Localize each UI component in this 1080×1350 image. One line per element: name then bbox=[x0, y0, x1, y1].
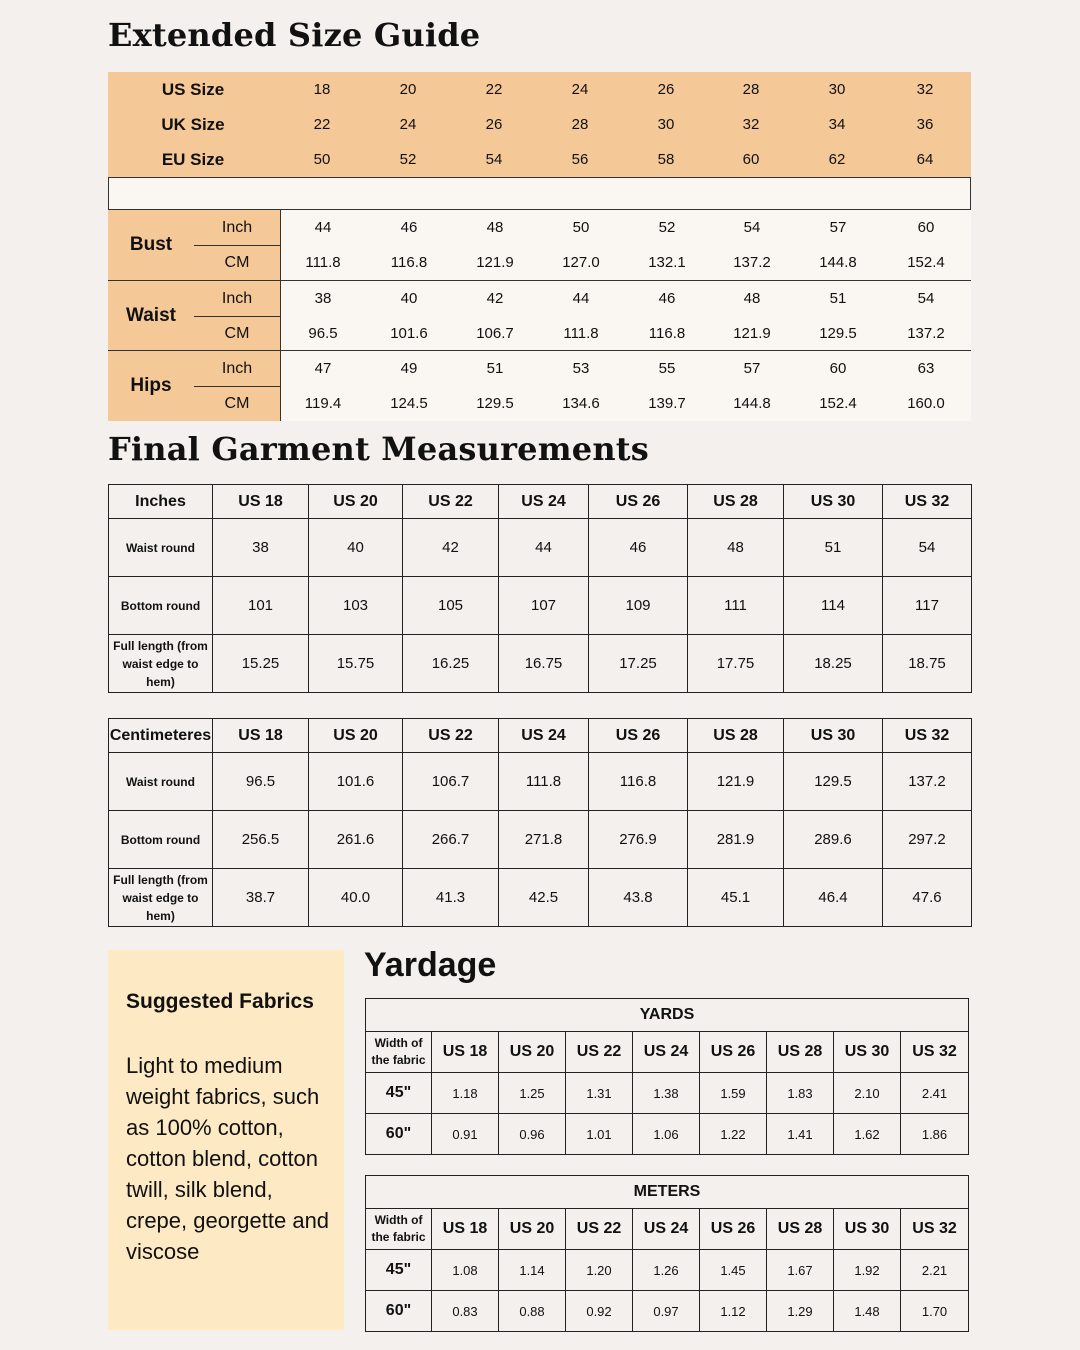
table-row bbox=[366, 1291, 969, 1332]
measurement-value: 137.2 bbox=[907, 325, 945, 342]
measurement-value: 40 bbox=[400, 290, 418, 307]
column-header: US 18 bbox=[213, 485, 309, 519]
cell-value: 106.7 bbox=[403, 753, 499, 811]
cell-value: 40 bbox=[309, 519, 403, 577]
size-conversion-block bbox=[108, 72, 971, 177]
cell-value: 137.2 bbox=[883, 753, 972, 811]
column-header: US 24 bbox=[633, 1032, 700, 1073]
column-header: US 30 bbox=[834, 1209, 901, 1250]
cell-value: 1.70 bbox=[901, 1291, 969, 1332]
measurement-value: 46 bbox=[400, 219, 418, 236]
size-row bbox=[108, 142, 971, 177]
fabrics-heading: Suggested Fabrics bbox=[126, 990, 314, 1013]
cell-value: 1.38 bbox=[633, 1073, 700, 1114]
table-caption: YARDS bbox=[366, 999, 969, 1032]
unit-cm: CM bbox=[224, 395, 250, 412]
measurement-block-waist bbox=[108, 280, 971, 350]
table-row bbox=[366, 1073, 969, 1114]
cell-value: 43.8 bbox=[589, 869, 688, 927]
measurement-value: 106.7 bbox=[476, 325, 514, 342]
header-row bbox=[366, 1032, 969, 1073]
cell-value: 116.8 bbox=[589, 753, 688, 811]
size-guide-title: Extended Size Guide bbox=[108, 16, 481, 54]
width-of-fabric-label: Width of the fabric bbox=[366, 1032, 432, 1073]
size-value: 64 bbox=[916, 151, 934, 168]
cell-value: 15.25 bbox=[213, 635, 309, 693]
size-value: 36 bbox=[916, 116, 934, 133]
cell-value: 261.6 bbox=[309, 811, 403, 869]
column-header: US 28 bbox=[767, 1032, 834, 1073]
measurement-block-hips bbox=[108, 350, 971, 420]
cell-value: 276.9 bbox=[589, 811, 688, 869]
size-value: 62 bbox=[828, 151, 846, 168]
size-value: 28 bbox=[742, 81, 760, 98]
column-header: US 28 bbox=[688, 719, 784, 753]
cell-value: 281.9 bbox=[688, 811, 784, 869]
cell-value: 1.92 bbox=[834, 1250, 901, 1291]
size-value: 34 bbox=[828, 116, 846, 133]
measurement-value: 50 bbox=[572, 219, 590, 236]
table-row bbox=[109, 577, 972, 635]
cell-value: 0.97 bbox=[633, 1291, 700, 1332]
cell-value: 109 bbox=[589, 577, 688, 635]
size-value: 26 bbox=[657, 81, 675, 98]
column-header: US 22 bbox=[403, 485, 499, 519]
cell-value: 18.75 bbox=[883, 635, 972, 693]
column-header: US 22 bbox=[566, 1032, 633, 1073]
cell-value: 1.06 bbox=[633, 1114, 700, 1155]
size-value: 56 bbox=[571, 151, 589, 168]
size-value: 52 bbox=[399, 151, 417, 168]
table-caption: METERS bbox=[366, 1176, 969, 1209]
column-header: US 26 bbox=[700, 1209, 767, 1250]
size-value: 20 bbox=[399, 81, 417, 98]
cell-value: 16.75 bbox=[499, 635, 589, 693]
cell-value: 289.6 bbox=[784, 811, 883, 869]
cell-value: 96.5 bbox=[213, 753, 309, 811]
measurement-value: 119.4 bbox=[304, 395, 342, 412]
fabric-width: 45" bbox=[366, 1073, 432, 1114]
measurement-value: 48 bbox=[486, 219, 504, 236]
cell-value: 2.41 bbox=[901, 1073, 969, 1114]
unit-divider bbox=[194, 316, 280, 317]
size-row-label: US Size bbox=[161, 80, 225, 99]
column-header: US 26 bbox=[589, 719, 688, 753]
cell-value: 40.0 bbox=[309, 869, 403, 927]
column-header: US 20 bbox=[499, 1209, 566, 1250]
size-value: 22 bbox=[313, 116, 331, 133]
column-header: US 30 bbox=[784, 485, 883, 519]
measurement-value: 129.5 bbox=[819, 325, 857, 342]
measurement-value: 116.8 bbox=[648, 325, 686, 342]
measurement-name: Hips bbox=[130, 375, 172, 396]
column-header: US 24 bbox=[499, 719, 589, 753]
row-label: Waist round bbox=[109, 753, 213, 811]
cell-value: 44 bbox=[499, 519, 589, 577]
cell-value: 1.18 bbox=[432, 1073, 499, 1114]
size-row bbox=[108, 72, 971, 107]
column-header: US 18 bbox=[432, 1209, 499, 1250]
cell-value: 297.2 bbox=[883, 811, 972, 869]
column-header: US 20 bbox=[309, 485, 403, 519]
measurement-name: Bust bbox=[129, 234, 173, 255]
column-header: US 32 bbox=[901, 1032, 969, 1073]
measurement-value: 132.1 bbox=[648, 254, 686, 271]
size-value: 30 bbox=[828, 81, 846, 98]
measurement-value: 121.9 bbox=[476, 254, 514, 271]
cell-value: 51 bbox=[784, 519, 883, 577]
size-value: 54 bbox=[485, 151, 503, 168]
column-header: US 24 bbox=[633, 1209, 700, 1250]
cell-value: 1.26 bbox=[633, 1250, 700, 1291]
measurement-value: 54 bbox=[917, 290, 935, 307]
measurement-value: 129.5 bbox=[476, 395, 514, 412]
cell-value: 38 bbox=[213, 519, 309, 577]
cell-value: 1.62 bbox=[834, 1114, 901, 1155]
column-header: US 22 bbox=[403, 719, 499, 753]
row-label: Full length (from waist edge to hem) bbox=[109, 635, 213, 693]
size-value: 58 bbox=[657, 151, 675, 168]
measurement-value: 160.0 bbox=[907, 395, 945, 412]
size-value: 18 bbox=[313, 81, 331, 98]
measurement-value: 51 bbox=[486, 360, 504, 377]
row-label: Full length (from waist edge to hem) bbox=[109, 869, 213, 927]
measurement-value: 42 bbox=[486, 290, 504, 307]
cell-value: 0.91 bbox=[432, 1114, 499, 1155]
cell-value: 1.83 bbox=[767, 1073, 834, 1114]
cell-value: 42 bbox=[403, 519, 499, 577]
unit-inch: Inch bbox=[221, 360, 253, 377]
cell-value: 2.21 bbox=[901, 1250, 969, 1291]
column-header: US 32 bbox=[883, 719, 972, 753]
column-header: US 30 bbox=[834, 1032, 901, 1073]
measurement-value: 152.4 bbox=[819, 395, 857, 412]
size-value: 32 bbox=[916, 81, 934, 98]
measurement-value: 63 bbox=[917, 360, 935, 377]
size-row bbox=[108, 107, 971, 142]
cell-value: 1.48 bbox=[834, 1291, 901, 1332]
measurement-value: 116.8 bbox=[390, 254, 428, 271]
size-value: 24 bbox=[399, 116, 417, 133]
cell-value: 48 bbox=[688, 519, 784, 577]
cell-value: 101.6 bbox=[309, 753, 403, 811]
garment-inches-table bbox=[108, 484, 972, 693]
measurement-value: 127.0 bbox=[562, 254, 600, 271]
column-header: US 28 bbox=[767, 1209, 834, 1250]
cell-value: 2.10 bbox=[834, 1073, 901, 1114]
measurement-value: 57 bbox=[829, 219, 847, 236]
size-row-label: EU Size bbox=[161, 150, 225, 169]
header-row bbox=[109, 719, 972, 753]
measurement-value: 144.8 bbox=[819, 254, 857, 271]
table-row bbox=[109, 635, 972, 693]
cell-value: 117 bbox=[883, 577, 972, 635]
unit-inch: Inch bbox=[221, 290, 253, 307]
unit-inch: Inch bbox=[221, 219, 253, 236]
measurement-value: 49 bbox=[400, 360, 418, 377]
measurement-value: 55 bbox=[658, 360, 676, 377]
size-value: 22 bbox=[485, 81, 503, 98]
caption-row bbox=[366, 1176, 969, 1209]
table-row bbox=[366, 1114, 969, 1155]
caption-row bbox=[366, 999, 969, 1032]
cell-value: 41.3 bbox=[403, 869, 499, 927]
cell-value: 1.22 bbox=[700, 1114, 767, 1155]
corner-label: Centimeteres bbox=[109, 719, 213, 753]
garment-cm-table bbox=[108, 718, 972, 927]
measurement-value: 137.2 bbox=[733, 254, 771, 271]
cell-value: 1.45 bbox=[700, 1250, 767, 1291]
cell-value: 45.1 bbox=[688, 869, 784, 927]
measurement-value: 60 bbox=[917, 219, 935, 236]
column-header: US 24 bbox=[499, 485, 589, 519]
cell-value: 42.5 bbox=[499, 869, 589, 927]
measurement-value: 52 bbox=[658, 219, 676, 236]
extended-size-guide bbox=[108, 72, 971, 420]
measurement-value: 111.8 bbox=[305, 254, 341, 271]
column-header: US 18 bbox=[213, 719, 309, 753]
unit-cm: CM bbox=[224, 254, 250, 271]
row-label: Bottom round bbox=[109, 577, 213, 635]
table-row bbox=[366, 1250, 969, 1291]
measurement-value: 51 bbox=[829, 290, 847, 307]
measurement-value: 101.6 bbox=[390, 325, 428, 342]
measurement-value: 54 bbox=[743, 219, 761, 236]
width-of-fabric-label: Width of the fabric bbox=[366, 1209, 432, 1250]
column-header: US 30 bbox=[784, 719, 883, 753]
measurement-value: 134.6 bbox=[562, 395, 600, 412]
fabric-width: 45" bbox=[366, 1250, 432, 1291]
suggested-fabrics-panel bbox=[108, 950, 344, 1330]
cell-value: 46 bbox=[589, 519, 688, 577]
cell-value: 17.25 bbox=[589, 635, 688, 693]
cell-value: 1.31 bbox=[566, 1073, 633, 1114]
unit-divider bbox=[194, 386, 280, 387]
cell-value: 256.5 bbox=[213, 811, 309, 869]
measurement-value: 121.9 bbox=[733, 325, 771, 342]
cell-value: 54 bbox=[883, 519, 972, 577]
cell-value: 0.83 bbox=[432, 1291, 499, 1332]
measurement-value: 60 bbox=[829, 360, 847, 377]
fabric-width: 60" bbox=[366, 1114, 432, 1155]
cell-value: 101 bbox=[213, 577, 309, 635]
size-value: 26 bbox=[485, 116, 503, 133]
measurement-value: 44 bbox=[314, 219, 332, 236]
measurement-value: 152.4 bbox=[907, 254, 945, 271]
size-value: 60 bbox=[742, 151, 760, 168]
cell-value: 111 bbox=[688, 577, 784, 635]
cell-value: 271.8 bbox=[499, 811, 589, 869]
measurement-label-cell bbox=[108, 210, 280, 280]
row-label: Waist round bbox=[109, 519, 213, 577]
cell-value: 15.75 bbox=[309, 635, 403, 693]
measurement-value: 111.8 bbox=[563, 325, 599, 342]
yardage-title: Yardage bbox=[364, 946, 497, 984]
cell-value: 0.96 bbox=[499, 1114, 566, 1155]
cell-value: 1.41 bbox=[767, 1114, 834, 1155]
size-value: 32 bbox=[742, 116, 760, 133]
cell-value: 111.8 bbox=[499, 753, 589, 811]
cell-value: 121.9 bbox=[688, 753, 784, 811]
header-row bbox=[109, 485, 972, 519]
column-header: US 26 bbox=[700, 1032, 767, 1073]
table-row bbox=[109, 519, 972, 577]
column-header: US 20 bbox=[309, 719, 403, 753]
cell-value: 46.4 bbox=[784, 869, 883, 927]
cell-value: 1.14 bbox=[499, 1250, 566, 1291]
column-header: US 18 bbox=[432, 1032, 499, 1073]
measurement-label-cell bbox=[108, 281, 280, 351]
measurement-value: 44 bbox=[572, 290, 590, 307]
unit-cm: CM bbox=[224, 325, 250, 342]
cell-value: 1.59 bbox=[700, 1073, 767, 1114]
row-label: Bottom round bbox=[109, 811, 213, 869]
size-value: 24 bbox=[571, 81, 589, 98]
measurement-value: 57 bbox=[743, 360, 761, 377]
table-row bbox=[109, 869, 972, 927]
column-header: US 28 bbox=[688, 485, 784, 519]
cell-value: 38.7 bbox=[213, 869, 309, 927]
table-row bbox=[109, 811, 972, 869]
size-value: 28 bbox=[571, 116, 589, 133]
measurement-value: 96.5 bbox=[308, 325, 338, 342]
body-measurements-block bbox=[108, 210, 971, 420]
measurement-block-bust bbox=[108, 210, 971, 280]
column-header: US 22 bbox=[566, 1209, 633, 1250]
cell-value: 18.25 bbox=[784, 635, 883, 693]
measurement-value: 48 bbox=[743, 290, 761, 307]
cell-value: 0.92 bbox=[566, 1291, 633, 1332]
cell-value: 105 bbox=[403, 577, 499, 635]
cell-value: 47.6 bbox=[883, 869, 972, 927]
cell-value: 1.29 bbox=[767, 1291, 834, 1332]
measurement-value: 53 bbox=[572, 360, 590, 377]
measurement-value: 124.5 bbox=[390, 395, 428, 412]
table-row bbox=[109, 753, 972, 811]
cell-value: 1.67 bbox=[767, 1250, 834, 1291]
yardage-meters-table bbox=[365, 1175, 969, 1332]
cell-value: 0.88 bbox=[499, 1291, 566, 1332]
size-row-label: UK Size bbox=[161, 115, 225, 134]
column-header: US 20 bbox=[499, 1032, 566, 1073]
column-header: US 26 bbox=[589, 485, 688, 519]
cell-value: 114 bbox=[784, 577, 883, 635]
measurement-value: 46 bbox=[658, 290, 676, 307]
corner-label: Inches bbox=[109, 485, 213, 519]
measurement-value: 38 bbox=[314, 290, 332, 307]
fabrics-text: Light to medium weight fabrics, such as 100% cotton, cotton blend, cotton twill, silk blend, crepe, georgette and viscose bbox=[126, 1053, 330, 1264]
cell-value: 266.7 bbox=[403, 811, 499, 869]
size-value: 50 bbox=[313, 151, 331, 168]
measurement-value: 139.7 bbox=[648, 395, 686, 412]
measurement-name: Waist bbox=[126, 305, 176, 326]
cell-value: 107 bbox=[499, 577, 589, 635]
measurement-values bbox=[280, 351, 971, 421]
cell-value: 1.25 bbox=[499, 1073, 566, 1114]
cell-value: 16.25 bbox=[403, 635, 499, 693]
yardage-yards-table bbox=[365, 998, 969, 1155]
cell-value: 1.01 bbox=[566, 1114, 633, 1155]
header-row bbox=[366, 1209, 969, 1250]
measurement-value: 144.8 bbox=[733, 395, 771, 412]
cell-value: 1.12 bbox=[700, 1291, 767, 1332]
garment-measurements-title: Final Garment Measurements bbox=[108, 430, 649, 468]
measurement-values bbox=[280, 210, 971, 280]
cell-value: 1.86 bbox=[901, 1114, 969, 1155]
column-header: US 32 bbox=[883, 485, 972, 519]
cell-value: 129.5 bbox=[784, 753, 883, 811]
size-value: 30 bbox=[657, 116, 675, 133]
unit-divider bbox=[194, 245, 280, 246]
fabric-width: 60" bbox=[366, 1291, 432, 1332]
measurement-values bbox=[280, 281, 971, 351]
measurement-label-cell bbox=[108, 351, 280, 421]
divider-band bbox=[108, 177, 971, 210]
column-header: US 32 bbox=[901, 1209, 969, 1250]
cell-value: 17.75 bbox=[688, 635, 784, 693]
cell-value: 103 bbox=[309, 577, 403, 635]
measurement-value: 47 bbox=[314, 360, 332, 377]
cell-value: 1.08 bbox=[432, 1250, 499, 1291]
cell-value: 1.20 bbox=[566, 1250, 633, 1291]
